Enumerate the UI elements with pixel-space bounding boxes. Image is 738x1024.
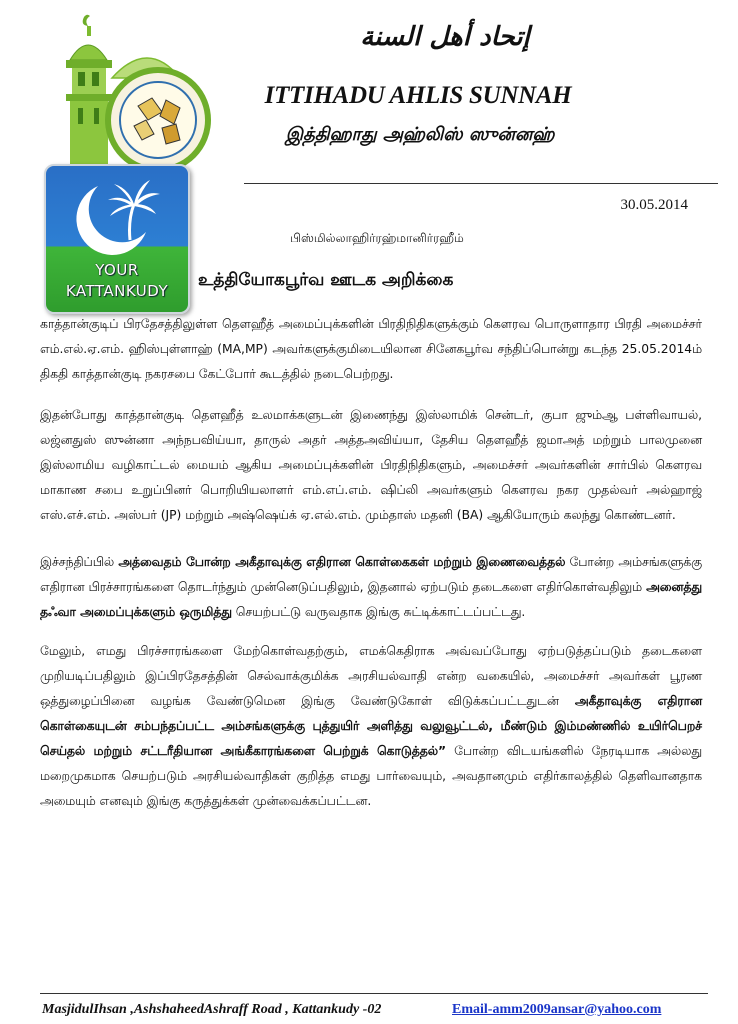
paragraph-3-bold-a: அத்வைதம் போன்ற அகீதாவுக்கு எதிரான கொள்கைகள் மற்றும் இணைவைத்தல் xyxy=(118,555,566,569)
logo-text-your: YOUR xyxy=(95,261,139,279)
your-kattankudy-logo xyxy=(44,164,190,314)
footer-email-link[interactable]: Email-amm2009ansar@yahoo.com xyxy=(452,1002,662,1017)
arabic-org-title: إتحاد أهل السنة xyxy=(360,22,530,52)
paragraph-3-bold-b: அனைத்து தஃவா அமைப்புக்களும் ஒருமித்து xyxy=(40,580,702,619)
bismillah-line: பிஸ்மில்லாஹிர்ரஹ்மானிர்ரஹீம் xyxy=(290,231,464,245)
document-body xyxy=(40,312,702,814)
header-divider xyxy=(244,183,718,184)
paragraph-3-text-b: போன்ற அம்சங்களுக்கு எதிரான பிரச்சாரங்களை தொடர்ந்தும் முன்னெடுப்பதிலும், இதனால் ஏற்படும் தடைகளை எதிர்கொள்வதிலும் xyxy=(40,555,702,594)
joined-hands-emblem-icon xyxy=(108,70,208,170)
logo-text-kattankudy: KATTANKUDY xyxy=(65,282,169,300)
paragraph-3-text-a: இச்சந்திப்பில் xyxy=(40,555,119,569)
paragraph-4-bold: அகீதாவுக்கு எதிரான கொள்கையுடன் சம்பந்தப்பட்ட அம்சங்களுக்கு புத்துயிர் அளித்து வலுவூட்டல், மீண்டும் இம்மண்ணில் உயிர்பெறச் செய்தல் மற்றும் சட்டரீதியான அங்கீகாரங்களை பெற்றுக் கொடுத்தல்” xyxy=(40,694,702,758)
document-date: 30.05.2014 xyxy=(620,197,688,213)
paragraph-4-text-a: மேலும், எமது பிரச்சாரங்களை மேற்கொள்வதற்கும், எமக்கெதிராக அவ்வப்போது ஏற்படுத்தப்படும் தடைகளை முறியடிப்பதிலும் இப்பிரதேசத்தின் செல்வாக்குமிக்க அரசியல்வாதி என்ற வகையில், அமைச்சர் அவர்கள் பூரண ஒத்துழைப்பினை வழங்க வேண்டுமென இங்கு வேண்டுகோள் விடுக்கப்பட்டதுடன் xyxy=(40,644,702,708)
mosque-minaret-icon xyxy=(66,15,112,181)
mosque-emblem-logo xyxy=(30,8,240,188)
paragraph-4-text-b: போன்ற விடயங்களில் நேரடியாக அல்லது மறைமுகமாக செயற்படும் அரசியல்வாதிகள் குறித்த எமது பார்வையும், அவதானமும் எதிர்காலத்தில் தெளிவானதாக அமையும் எனவும் இங்கு கருத்துக்கள் முன்வைக்கப்பட்டன. xyxy=(40,744,702,808)
paragraph-3-text-c: செயற்பட்டு வருவதாக இங்கு சுட்டிக்காட்டப்பட்டது. xyxy=(231,605,526,619)
footer-address: MasjidulIhsan ,AshshaheedAshraff Road , Kattankudy -02 xyxy=(42,1002,382,1017)
tamil-org-name: இத்திஹாது அஹ்லிஸ் ஸுன்னஹ் xyxy=(285,124,555,145)
paragraph-3 xyxy=(40,550,702,625)
org-title: ITTIHADU AHLIS SUNNAH xyxy=(264,82,572,109)
paragraph-4 xyxy=(40,639,702,814)
paragraph-1: காத்தான்குடிப் பிரதேசத்திலுள்ள தௌஹீத் அமைப்புக்களின் பிரதிநிதிகளுக்கும் கௌரவ பொருளாதார பிரதி அமைச்சர் எம்.எல்.ஏ.எம். ஹிஸ்புள்ளாஹ் (MA,MP) அவர்களுக்குமிடையிலான சினேகபூர்வ சந்திப்பொன்று கடந்த 25.05.2014ம் திகதி காத்தான்குடி நகரசபை கேட்போர் கூடத்தில் நடைபெற்றது. xyxy=(40,317,702,381)
footer-divider xyxy=(40,993,708,994)
document-title: உத்தியோகபூர்வ ஊடக அறிக்கை xyxy=(198,270,454,290)
paragraph-2: இதன்போது காத்தான்குடி தௌஹீத் உலமாக்களுடன் இணைந்து இஸ்லாமிக் சென்டர், குபா ஜும்ஆ பள்ளிவாயல், லஜ்னதுஸ் ஸுன்னா அந்நபவிய்யா, தாருல் அதர் அத்தஅவிய்யா, தேசிய தௌஹீத் ஜமாஅத் மற்றும் பாலமுனை இஸ்லாமிய வழிகாட்டல் மையம் ஆகிய அமைப்புக்களின் பிரதிநிதிகளும், அமைச்சர் அவர்களின் சார்பில் கௌரவ மாகாண சபை உறுப்பினர் பொறியியலாளர் எம்.எப்.எம். ஷிப்லி அவர்களும் கௌரவ நகர முதல்வர் அல்ஹாஜ் எஸ்.எச்.எம். அஸ்பர் (JP) மற்றும் அஷ்ஷெய்க் ஏ.எல்.எம். மும்தாஸ் மதனி (BA) ஆகியோரும் கலந்து கொண்டனர். xyxy=(40,408,702,522)
